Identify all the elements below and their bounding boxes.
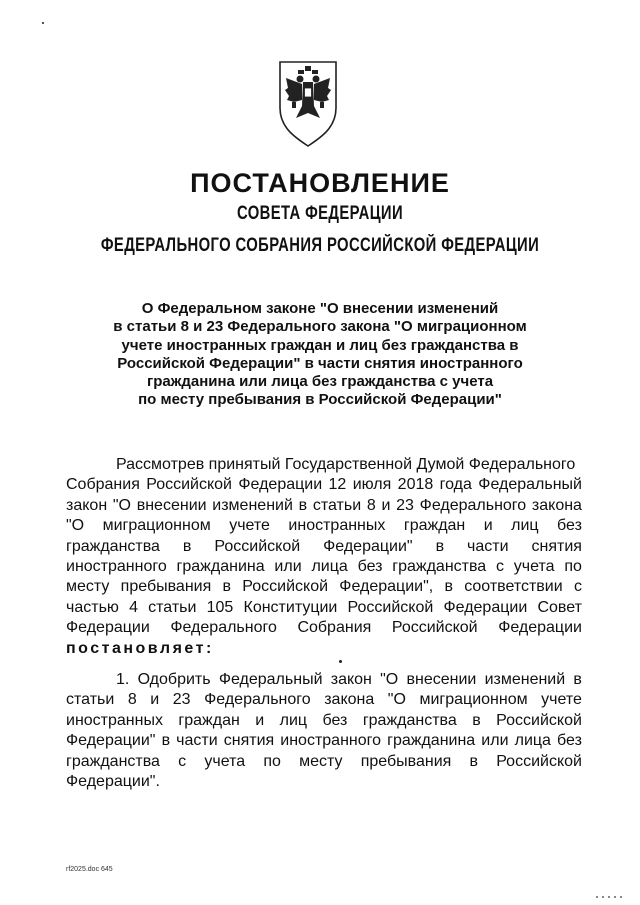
paragraph-line: месту пребывания в Российской Федерации", в соответствии с — [66, 578, 582, 596]
subject-line: О Федеральном законе "О внесении изменений — [141, 300, 499, 317]
paragraph-line: Собрания Российской Федерации 12 июля 2018 года Федеральный — [66, 476, 582, 494]
scan-speck — [596, 896, 626, 898]
paragraph-line: гражданства с учета по месту пребывания в Российской — [66, 752, 582, 770]
paragraph-line: закон "О внесении изменений в статьи 8 и 23 Федерального закона — [66, 496, 582, 514]
paragraph-line: Федерации" в части снятия иностранного гражданина или лица без — [66, 732, 582, 750]
paragraph-line: "О миграционном учете иностранных граждан и лиц без — [66, 517, 582, 535]
paragraph-line: 1. Одобрить Федеральный закон "О внесении изменений в — [116, 671, 582, 688]
document-file-code: rf2025.doc 645 — [66, 866, 113, 873]
decree-word: постановляет: — [66, 639, 214, 657]
subject-line: Российской Федерации" в части снятия иностранного — [117, 354, 523, 372]
subject-line: по месту пребывания в Российской Федерации" — [138, 391, 502, 409]
decision-paragraph — [66, 670, 582, 792]
paragraph-line: частью 4 статьи 105 Конституции Российской Федерации Совет — [66, 598, 582, 616]
paragraph-line: Федерации". — [66, 773, 160, 791]
scan-speck — [42, 22, 44, 24]
subject-line: гражданина или лица без гражданства с учета — [146, 373, 494, 391]
subject-line: в статьи 8 и 23 Федерального закона "О миграционном — [113, 318, 527, 336]
coat-of-arms-emblem — [276, 58, 340, 148]
paragraph-line: иностранного гражданина или лица без гражданства с учета по — [66, 558, 582, 576]
paragraph-line: статьи 8 и 23 Федерального закона "О миграционном учете — [66, 691, 582, 709]
subject-heading — [80, 300, 560, 410]
subject-line: учете иностранных граждан и лиц без гражданства в — [121, 336, 519, 354]
document-subtitle-assembly: ФЕДЕРАЛЬНОГО СОБРАНИЯ РОССИЙСКОЙ ФЕДЕРАЦИИ — [100, 235, 540, 256]
document-subtitle-council: СОВЕТА ФЕДЕРАЦИИ — [236, 203, 404, 224]
preamble-paragraph — [66, 455, 582, 659]
paragraph-line: Рассмотрев принятый Государственной Думой Федерального — [116, 456, 576, 473]
document-title: ПОСТАНОВЛЕНИЕ — [190, 168, 450, 198]
paragraph-line: гражданства в Российской Федерации" в части снятия — [66, 537, 582, 555]
stray-mark — [339, 660, 342, 663]
paragraph-line: иностранных граждан и лиц без гражданства в Российской — [66, 711, 582, 729]
paragraph-line: Федерации Федерального Собрания Российской Федерации — [66, 619, 582, 637]
